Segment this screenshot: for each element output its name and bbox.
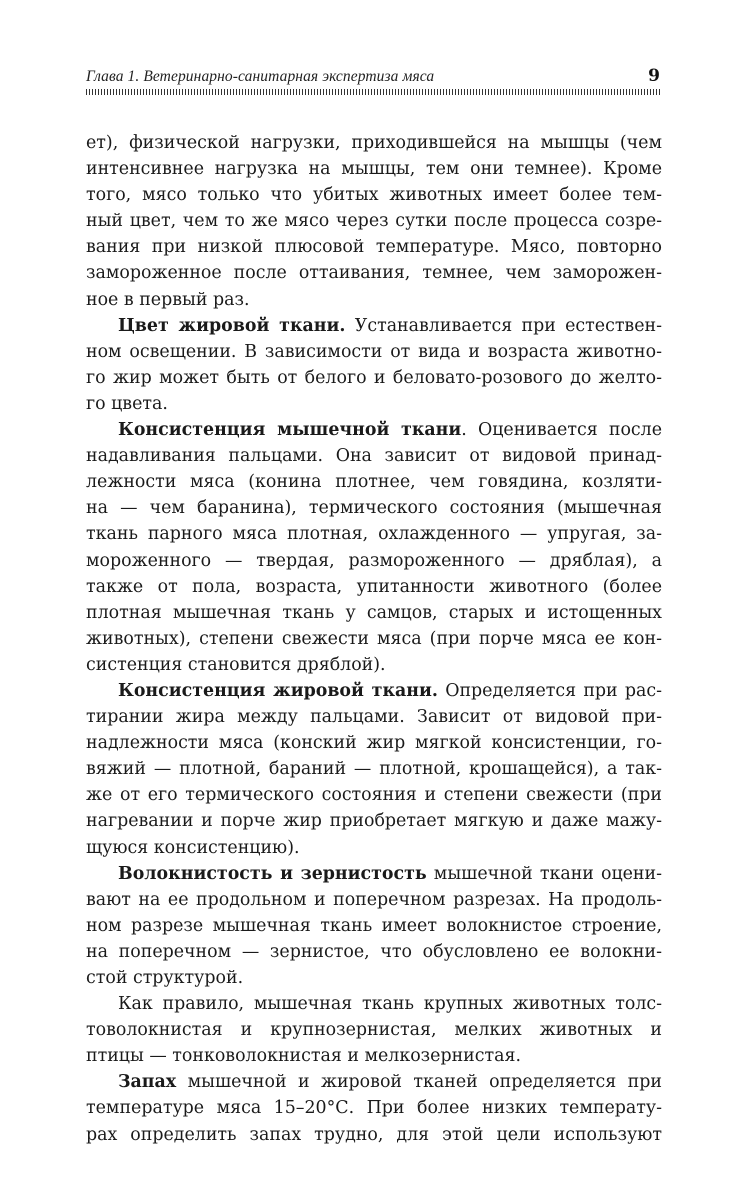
paragraph-term: Консистенция жировой ткани.: [118, 680, 438, 701]
paragraph-first-line: [86, 417, 662, 443]
text-line: нагревании и порче жир приобретает мягкую и даже мажу-: [86, 811, 662, 832]
running-header: [86, 62, 662, 86]
text-line: на поперечном — зернистое, что обусловлено ее волокни-: [86, 941, 662, 962]
text-line: лежности мяса (конина плотнее, чем говядина, козляти-: [86, 472, 662, 493]
paragraph-term: Запах: [118, 1072, 177, 1093]
running-title: Глава 1. Ветеринарно-санитарная экспертиза мяса: [86, 68, 435, 85]
paragraph: [86, 417, 662, 678]
paragraph-first-line-text: мышечной и жировой тканей определяется при: [176, 1072, 662, 1093]
text-line: рах определить запах трудно, для этой цели используют: [86, 1124, 662, 1145]
paragraph-first-line-text: . Оценивается после: [461, 420, 662, 441]
text-line: интенсивнее нагрузка на мышцы, тем они темнее). Кроме: [86, 159, 662, 180]
paragraph-first-line: [86, 678, 662, 704]
paragraph: [86, 861, 662, 991]
text-line: также от пола, возраста, упитанности животного (более: [86, 576, 662, 597]
paragraph: [86, 678, 662, 861]
text-line: надлежности мяса (конский жир мягкой консистенции, го-: [86, 733, 662, 754]
paragraph-first-line: Как правило, мышечная ткань крупных животных толс-: [118, 994, 662, 1015]
text-line: плотная мышечная ткань у самцов, старых и истощенных: [86, 602, 662, 623]
paragraph-first-line-text: Определяется при рас-: [437, 680, 662, 701]
paragraph-term: Волокнистость и зернистость: [118, 863, 427, 884]
text-line: температуре мяса 15–20°С. При более низких температу-: [86, 1098, 662, 1119]
text-line: го цвета.: [86, 393, 168, 414]
text-line: же от его термического состояния и степени свежести (при: [86, 785, 662, 806]
header-rule: [86, 89, 662, 95]
paragraph: [86, 991, 662, 1069]
paragraph-term: Консистенция мышечной ткани: [118, 420, 462, 441]
body-text: [86, 130, 662, 1148]
paragraph-first-line: [86, 313, 662, 339]
text-line: ном разрезе мышечная ткань имеет волокнистое строение,: [86, 915, 662, 936]
page-number: 9: [648, 66, 660, 86]
paragraph: [86, 1069, 662, 1147]
text-line: птицы — тонковолокнистая и мелкозернистая.: [86, 1046, 521, 1067]
text-line: систенция становится дряблой).: [86, 654, 386, 675]
text-line: животных), степени свежести мяса (при порче мяса ее кон-: [86, 628, 662, 649]
text-line: вают на ее продольном и поперечном разрезах. На продоль-: [86, 889, 662, 910]
text-line: го жир может быть от белого и беловато-розового до желто-: [86, 367, 662, 388]
text-line: на — чем баранина), термического состояния (мышечная: [86, 498, 662, 519]
paragraph-term: Цвет жировой ткани.: [118, 315, 346, 336]
paragraph-first-line-text: Устанавливается при естествен-: [345, 315, 662, 336]
paragraph: [86, 130, 662, 313]
text-line: вания при низкой плюсовой температуре. Мясо, повторно: [86, 237, 662, 258]
text-line: мороженного — твердая, размороженного — дряблая), а: [86, 550, 662, 571]
text-line: надавливания пальцами. Она зависит от видовой принад-: [86, 446, 662, 467]
text-line: того, мясо только что убитых животных имеет более тем-: [86, 185, 662, 206]
text-line: ткань парного мяса плотная, охлажденного — упругая, за-: [86, 524, 662, 545]
text-line: вяжий — плотной, бараний — плотной, крошащейся), а так-: [86, 759, 662, 780]
text-line: тирании жира между пальцами. Зависит от видовой при-: [86, 707, 662, 728]
paragraph-first-line: [86, 1069, 662, 1095]
text-line: ное в первый раз.: [86, 289, 250, 310]
book-page: [86, 62, 662, 1148]
text-line: товолокнистая и крупнозернистая, мелких животных и: [86, 1020, 662, 1041]
paragraph-first-line: [86, 861, 662, 887]
text-line: ет), физической нагрузки, приходившейся на мышцы (чем: [86, 133, 662, 153]
paragraph-first-line-text: мышечной ткани оцени-: [426, 863, 662, 884]
text-line: щуюся консистенцию).: [86, 837, 300, 858]
text-line: стой структурой.: [86, 968, 244, 988]
text-line: ном освещении. В зависимости от вида и возраста животно-: [86, 341, 662, 362]
text-line: ный цвет, чем то же мясо через сутки после процесса созре-: [86, 211, 662, 232]
paragraph: [86, 313, 662, 417]
text-line: замороженное после оттаивания, темнее, чем заморожен-: [86, 263, 662, 284]
